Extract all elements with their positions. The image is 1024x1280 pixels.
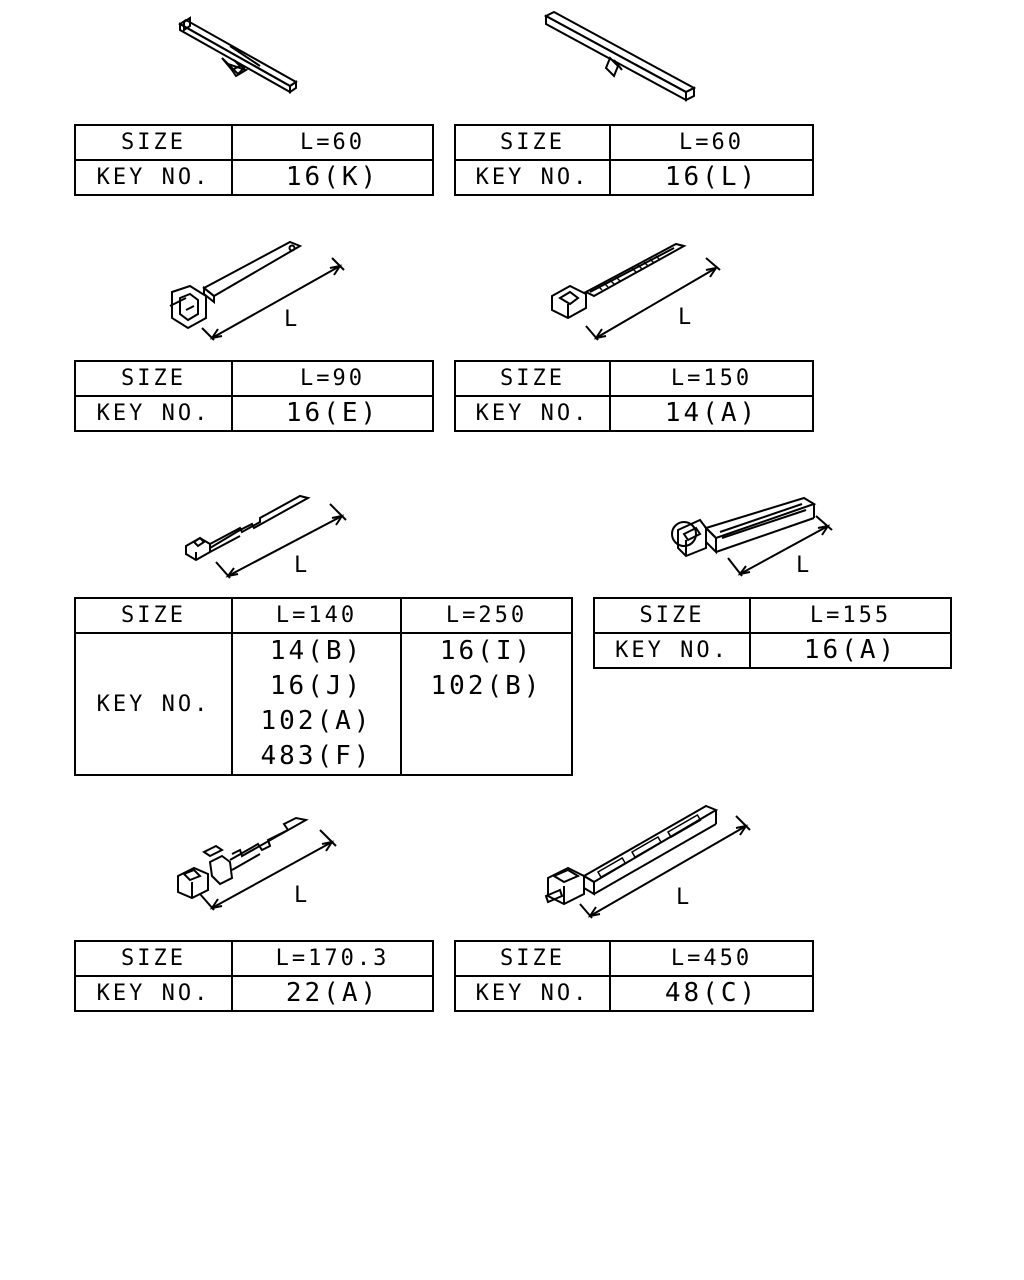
key-value: 22(A): [232, 976, 433, 1011]
key-value: 14(B): [269, 636, 364, 666]
size-value-250: L=250: [401, 598, 572, 633]
key-value: 16(I): [439, 636, 534, 666]
spec-table-1: [74, 124, 434, 196]
key-value: 16(E): [232, 396, 433, 431]
part-6-illustration: [666, 494, 846, 586]
size-label: SIZE: [75, 598, 232, 633]
key-value: 16(K): [232, 160, 433, 195]
key-value: 16(A): [750, 633, 951, 668]
size-value: L=60: [610, 125, 813, 160]
key-value: 14(A): [610, 396, 813, 431]
spec-table-8: [454, 940, 814, 1012]
size-label: SIZE: [75, 941, 232, 976]
size-value: L=60: [232, 125, 433, 160]
spec-table-3: [74, 360, 434, 432]
size-value: L=170.3: [232, 941, 433, 976]
anchor-tie-drawing: [160, 236, 360, 346]
part-3-illustration: [160, 236, 360, 346]
cable-tie-drawing: [546, 236, 736, 348]
dimension-label: L: [676, 885, 690, 910]
size-value: L=150: [610, 361, 813, 396]
dimension-label: L: [796, 553, 810, 578]
size-label: SIZE: [455, 941, 610, 976]
dimension-label: L: [284, 307, 298, 332]
spec-table-5: [74, 597, 573, 776]
part-8-illustration: [540, 796, 760, 926]
key-value: 102(A): [260, 706, 373, 736]
key-value: 102(B): [430, 671, 543, 701]
size-label: SIZE: [75, 125, 232, 160]
key-value: 16(J): [269, 671, 364, 701]
spec-table-7: [74, 940, 434, 1012]
size-value: L=450: [610, 941, 813, 976]
spec-table-6: [593, 597, 952, 669]
size-value-140: L=140: [232, 598, 401, 633]
size-label: SIZE: [455, 125, 610, 160]
size-value: L=90: [232, 361, 433, 396]
key-label: KEY NO.: [75, 976, 232, 1011]
flat-tie-drawing: [180, 488, 360, 584]
key-label: KEY NO.: [75, 396, 232, 431]
key-label: KEY NO.: [455, 396, 610, 431]
key-label: KEY NO.: [455, 160, 610, 195]
part-2-illustration: [540, 8, 700, 103]
spec-table-4: [454, 360, 814, 432]
key-label: KEY NO.: [455, 976, 610, 1011]
dimension-label: L: [678, 305, 692, 330]
clip-strap-drawing: [170, 10, 310, 105]
key-value: 483(F): [260, 741, 373, 771]
key-label: KEY NO.: [75, 633, 232, 775]
size-value: L=155: [750, 598, 951, 633]
key-value: 16(L): [610, 160, 813, 195]
key-label: KEY NO.: [75, 160, 232, 195]
clamp-tie-drawing: [666, 494, 846, 586]
double-clip-tie-drawing: [170, 810, 360, 920]
part-4-illustration: [546, 236, 736, 348]
part-1-illustration: [170, 10, 310, 105]
size-label: SIZE: [455, 361, 610, 396]
size-label: SIZE: [594, 598, 750, 633]
key-values-140: [232, 633, 401, 775]
long-cable-tie-drawing: [540, 796, 760, 926]
dimension-label: L: [294, 883, 308, 908]
key-values-250: [401, 633, 572, 775]
part-5-illustration: [180, 488, 360, 584]
flat-clip-strap-drawing: [540, 8, 700, 103]
spec-table-2: [454, 124, 814, 196]
dimension-label: L: [294, 553, 308, 578]
key-label: KEY NO.: [594, 633, 750, 668]
size-label: SIZE: [75, 361, 232, 396]
part-7-illustration: [170, 810, 360, 920]
key-value: 48(C): [610, 976, 813, 1011]
